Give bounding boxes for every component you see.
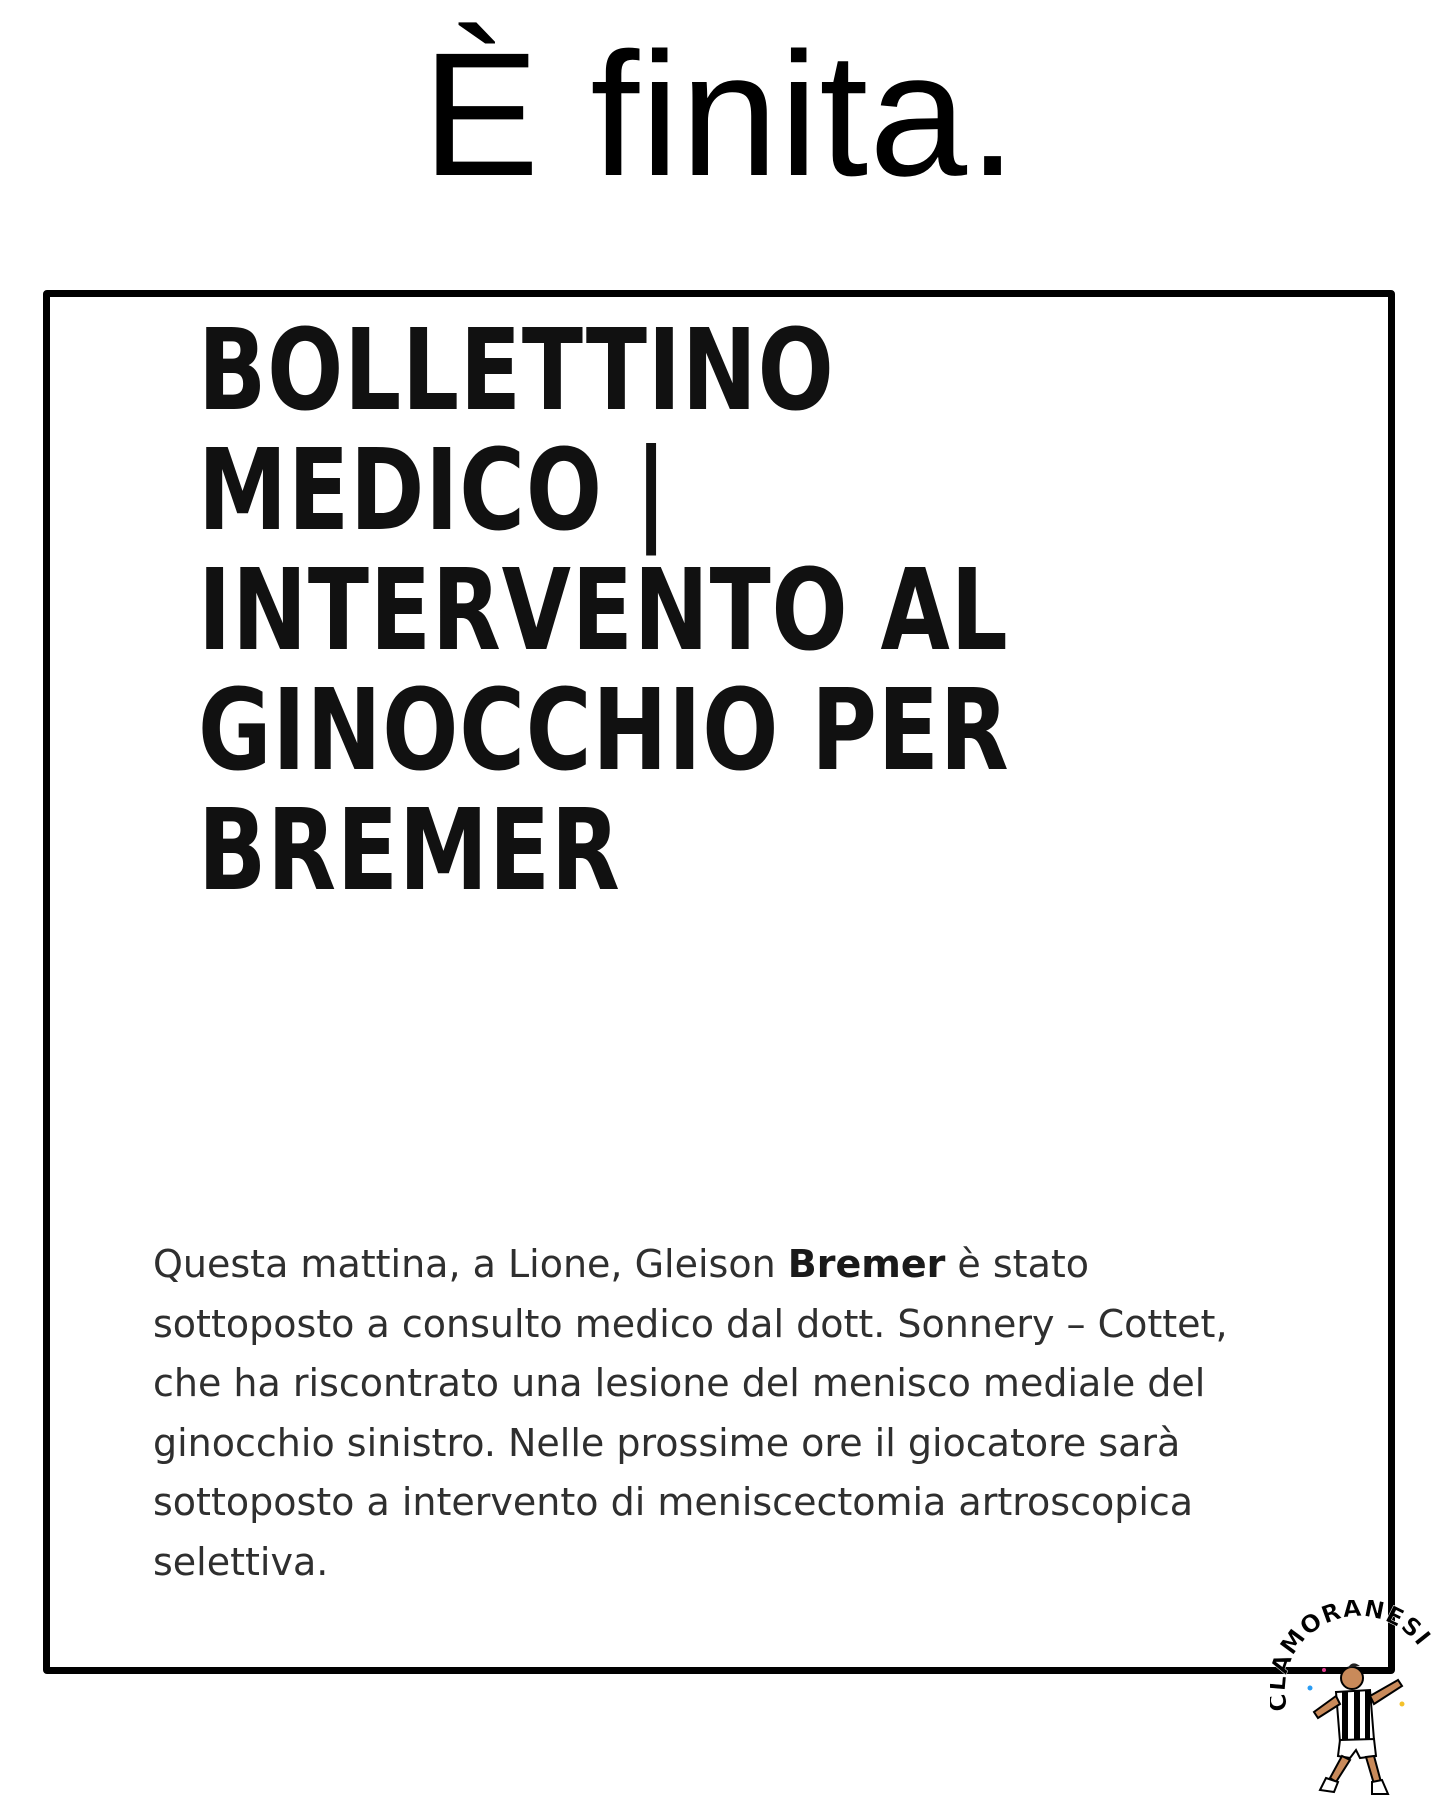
headline-line: MEDICO | xyxy=(198,426,669,556)
body-bold-name: Bremer xyxy=(787,1242,946,1286)
headline-line: INTERVENTO AL xyxy=(198,546,1009,676)
headline-line: BOLLETTINO xyxy=(198,306,835,436)
player-figure-icon xyxy=(1270,1600,1440,1800)
meme-caption: È finita. xyxy=(422,17,1018,213)
article-body xyxy=(153,1235,1283,1592)
headline-line: BREMER xyxy=(198,786,621,916)
watermark-text: MORANESI xyxy=(1274,1600,1437,1660)
clamoranesi-watermark-logo xyxy=(1270,1600,1440,1800)
article-screenshot-frame xyxy=(43,290,1395,1674)
body-text-part: è stato sottoposto a consulto medico dal dott. Sonnery – Cottet, che ha riscontrato una lesione del menisco mediale del ginocchio sinistro. Nelle prossime ore il giocatore sarà sottoposto a intervento di meniscectomia artroscopica selettiva. xyxy=(153,1242,1228,1584)
player-figure xyxy=(1308,1663,1405,1794)
article-headline xyxy=(198,306,1010,916)
body-text-part: Questa mattina, a Lione, Gleison xyxy=(153,1242,788,1286)
headline-line: GINOCCHIO PER xyxy=(198,666,1010,796)
